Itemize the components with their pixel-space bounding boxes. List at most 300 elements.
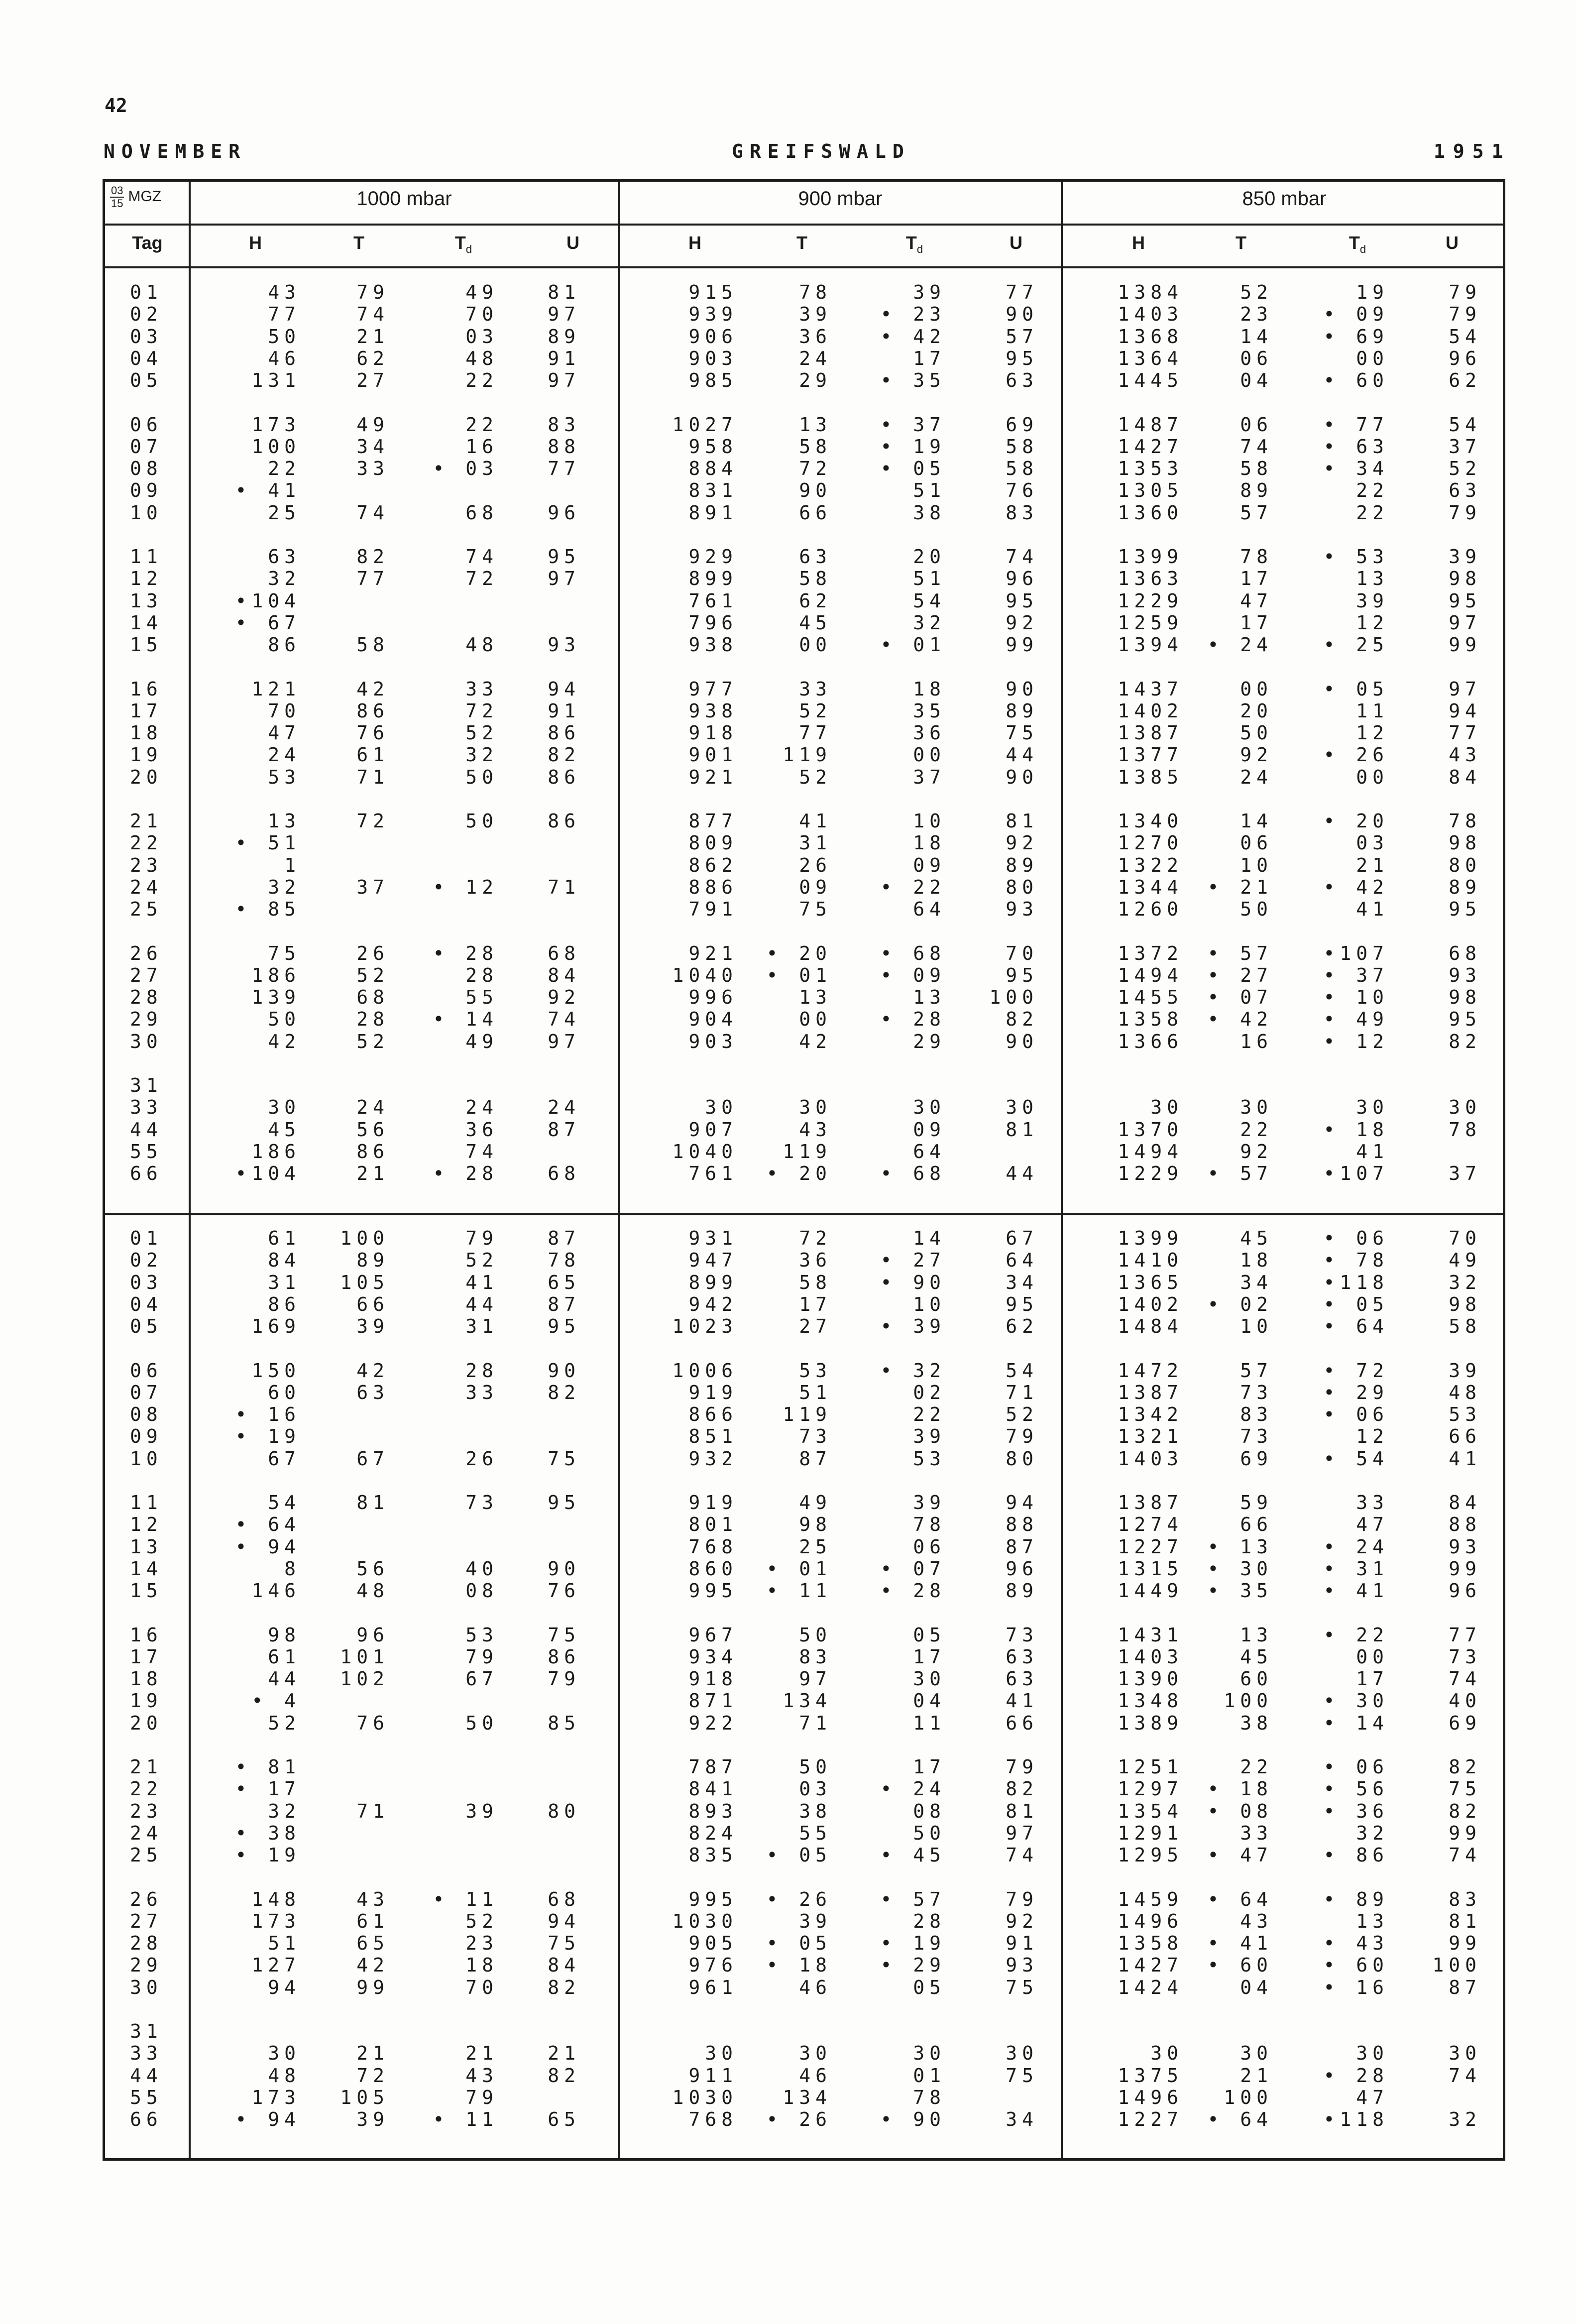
- value-cell: 40: [1449, 1690, 1481, 1712]
- td-column-header: $T_d$: [905, 232, 923, 256]
- value-cell: 82: [1449, 1800, 1481, 1822]
- value-cell: 96: [356, 1624, 389, 1646]
- value-cell: 54: [268, 1492, 301, 1513]
- value-cell: 94: [268, 1976, 301, 1998]
- day-cell: 02: [130, 1249, 163, 1272]
- value-cell: • 24: [1207, 634, 1273, 656]
- value-cell: 1321: [1118, 1425, 1183, 1448]
- value-cell: 78: [1449, 810, 1481, 832]
- value-cell: 66: [356, 1293, 389, 1315]
- value-cell: 77: [268, 303, 301, 326]
- value-cell: 09: [913, 1118, 946, 1141]
- table-row: [105, 1008, 1503, 1030]
- day-cell: 17: [130, 699, 163, 722]
- table-row: [105, 1712, 1503, 1734]
- value-cell: 77: [799, 722, 832, 744]
- value-cell: 56: [356, 1118, 389, 1141]
- table-row: [105, 568, 1503, 589]
- table-row: [105, 369, 1503, 391]
- value-cell: 30: [1356, 2042, 1389, 2065]
- value-cell: 119: [783, 1403, 832, 1426]
- table-row: [105, 1580, 1503, 1602]
- value-cell: • 42: [1207, 1008, 1273, 1031]
- value-cell: 57: [1240, 1359, 1273, 1382]
- day-cell: 05: [130, 1315, 163, 1338]
- value-cell: 81: [1449, 1910, 1481, 1932]
- table-row: [105, 348, 1503, 369]
- value-cell: 98: [1449, 832, 1481, 854]
- value-cell: 86: [548, 766, 580, 788]
- table-row: [105, 942, 1503, 964]
- value-cell: • 37: [880, 413, 946, 436]
- value-cell: 64: [913, 898, 946, 921]
- value-cell: 95: [1006, 964, 1038, 986]
- value-cell: 00: [1356, 347, 1389, 369]
- value-cell: 59: [1240, 1492, 1273, 1513]
- mgz-label: $\frac{03}{15}$ MGZ: [111, 184, 162, 210]
- value-cell: 148: [251, 1888, 301, 1910]
- value-cell: 73: [799, 1425, 832, 1448]
- value-cell: 70: [1449, 1227, 1481, 1249]
- day-cell: 16: [130, 1624, 163, 1646]
- value-cell: 24: [465, 1096, 498, 1119]
- table-row: [105, 832, 1503, 854]
- value-cell: 98: [1449, 568, 1481, 590]
- day-cell: 11: [130, 1492, 163, 1513]
- value-cell: • 81: [235, 1756, 301, 1778]
- value-cell: • 11: [433, 2108, 498, 2131]
- value-cell: 95: [1449, 898, 1481, 921]
- value-cell: 72: [799, 1227, 832, 1249]
- value-cell: 938: [688, 699, 738, 722]
- value-cell: 34: [1006, 1271, 1038, 1293]
- value-cell: • 02: [1207, 1293, 1273, 1315]
- value-cell: 1251: [1118, 1756, 1183, 1778]
- day-cell: 01: [130, 1227, 163, 1249]
- value-cell: 31: [799, 832, 832, 854]
- value-cell: 87: [1006, 1535, 1038, 1558]
- value-cell: 105: [340, 2086, 389, 2108]
- value-cell: 33: [465, 1381, 498, 1403]
- value-cell: • 43: [1323, 1932, 1389, 1955]
- value-cell: 1364: [1118, 347, 1183, 369]
- value-cell: 22: [1356, 501, 1389, 524]
- value-cell: 65: [548, 1271, 580, 1293]
- value-cell: 90: [548, 1557, 580, 1580]
- value-cell: 74: [356, 501, 389, 524]
- value-cell: 58: [1006, 435, 1038, 458]
- value-cell: • 35: [1207, 1580, 1273, 1602]
- value-cell: 891: [688, 501, 738, 524]
- value-cell: 915: [688, 281, 738, 303]
- value-cell: 39: [913, 1425, 946, 1448]
- value-cell: 66: [1449, 1425, 1481, 1448]
- value-cell: • 85: [235, 898, 301, 921]
- value-cell: 47: [1356, 2086, 1389, 2108]
- value-cell: 52: [465, 1910, 498, 1932]
- value-cell: 50: [1240, 722, 1273, 744]
- value-cell: 83: [1449, 1888, 1481, 1910]
- value-cell: 1305: [1118, 479, 1183, 502]
- u-column-header: U: [1010, 232, 1022, 253]
- value-cell: 1340: [1118, 810, 1183, 832]
- value-cell: 04: [1240, 369, 1273, 392]
- day-cell: 20: [130, 766, 163, 788]
- value-cell: 67: [465, 1668, 498, 1690]
- group-1000-mbar: 1000 mbar: [356, 188, 452, 210]
- value-cell: 929: [688, 546, 738, 568]
- value-cell: 1496: [1118, 2086, 1183, 2108]
- value-cell: 1274: [1118, 1513, 1183, 1536]
- value-cell: 39: [913, 281, 946, 303]
- value-cell: • 34: [1323, 458, 1389, 480]
- value-cell: 78: [913, 2086, 946, 2108]
- table-row: [105, 898, 1503, 920]
- value-cell: 05: [913, 1976, 946, 1998]
- value-cell: 44: [268, 1668, 301, 1690]
- value-cell: 37: [1449, 1162, 1481, 1185]
- value-cell: • 14: [1323, 1712, 1389, 1734]
- value-cell: 82: [548, 744, 580, 766]
- value-cell: 01: [913, 2064, 946, 2087]
- value-cell: 995: [688, 1888, 738, 1910]
- value-cell: 1455: [1118, 986, 1183, 1009]
- value-cell: • 14: [433, 1008, 498, 1031]
- day-cell: 02: [130, 303, 163, 326]
- value-cell: 81: [1006, 1118, 1038, 1141]
- value-cell: 1494: [1118, 964, 1183, 986]
- value-cell: 74: [1449, 1844, 1481, 1866]
- value-cell: • 09: [880, 964, 946, 986]
- value-cell: 127: [251, 1954, 301, 1976]
- day-cell: 08: [130, 458, 163, 480]
- value-cell: 886: [688, 876, 738, 898]
- value-cell: 88: [1006, 1513, 1038, 1536]
- value-cell: 1375: [1118, 2064, 1183, 2087]
- value-cell: 13: [1356, 1910, 1389, 1932]
- value-cell: 44: [1006, 1162, 1038, 1185]
- value-cell: 11: [1356, 699, 1389, 722]
- value-cell: • 19: [880, 435, 946, 458]
- table-row: [105, 2087, 1503, 2108]
- value-cell: 92: [1006, 832, 1038, 854]
- value-cell: 1394: [1118, 634, 1183, 656]
- value-cell: 1040: [672, 1140, 738, 1162]
- value-cell: 99: [1449, 1557, 1481, 1580]
- value-cell: 1259: [1118, 611, 1183, 634]
- value-cell: 62: [356, 347, 389, 369]
- value-cell: 00: [913, 744, 946, 766]
- value-cell: • 39: [880, 1315, 946, 1338]
- value-cell: 809: [688, 832, 738, 854]
- value-cell: 1360: [1118, 501, 1183, 524]
- value-cell: 74: [465, 1140, 498, 1162]
- value-cell: 92: [1240, 744, 1273, 766]
- value-cell: 67: [356, 1447, 389, 1470]
- value-cell: 79: [1006, 1425, 1038, 1448]
- value-cell: 93: [1449, 964, 1481, 986]
- value-cell: 24: [268, 744, 301, 766]
- table-row: [105, 2108, 1503, 2130]
- value-cell: 1387: [1118, 1492, 1183, 1513]
- value-cell: 20: [913, 546, 946, 568]
- value-cell: 37: [1449, 435, 1481, 458]
- value-cell: 22: [465, 369, 498, 392]
- value-cell: 64: [913, 1140, 946, 1162]
- value-cell: 995: [688, 1580, 738, 1602]
- value-cell: 17: [799, 1293, 832, 1315]
- value-cell: 36: [799, 325, 832, 348]
- value-cell: • 05: [766, 1932, 832, 1955]
- value-cell: 99: [1449, 1822, 1481, 1844]
- value-cell: 1229: [1118, 589, 1183, 612]
- table-row: [105, 1448, 1503, 1470]
- value-cell: 64: [1006, 1249, 1038, 1272]
- value-cell: • 90: [880, 1271, 946, 1293]
- value-cell: 94: [1449, 699, 1481, 722]
- value-cell: 30: [913, 1668, 946, 1690]
- value-cell: 41: [1356, 1140, 1389, 1162]
- value-cell: 92: [1006, 1910, 1038, 1932]
- table-row: [105, 612, 1503, 634]
- value-cell: 30: [1150, 2042, 1183, 2065]
- value-cell: 835: [688, 1844, 738, 1866]
- value-cell: • 56: [1323, 1778, 1389, 1800]
- day-cell: 31: [130, 1074, 163, 1096]
- value-cell: 761: [688, 589, 738, 612]
- value-cell: •104: [235, 589, 301, 612]
- value-cell: 934: [688, 1645, 738, 1668]
- value-cell: 84: [1449, 766, 1481, 788]
- value-cell: • 51: [235, 832, 301, 854]
- value-cell: 19: [1356, 281, 1389, 303]
- value-cell: 801: [688, 1513, 738, 1536]
- value-cell: 73: [1006, 1624, 1038, 1646]
- mgz-fraction: $\frac{03}{15}$: [111, 184, 123, 210]
- value-cell: 05: [913, 1624, 946, 1646]
- value-cell: 86: [268, 634, 301, 656]
- value-cell: 32: [268, 1800, 301, 1822]
- value-cell: 21: [356, 1162, 389, 1185]
- value-cell: 62: [799, 589, 832, 612]
- value-cell: 33: [465, 678, 498, 700]
- value-cell: 22: [1356, 479, 1389, 502]
- value-cell: 101: [340, 1645, 389, 1668]
- value-cell: 1315: [1118, 1557, 1183, 1580]
- value-cell: • 30: [1323, 1690, 1389, 1712]
- value-cell: 32: [268, 876, 301, 898]
- value-cell: • 20: [766, 1162, 832, 1185]
- value-cell: 14: [1240, 325, 1273, 348]
- value-cell: 73: [1240, 1381, 1273, 1403]
- value-cell: 68: [356, 986, 389, 1009]
- day-cell: 04: [130, 1293, 163, 1315]
- value-cell: 74: [1006, 546, 1038, 568]
- value-cell: 884: [688, 458, 738, 480]
- value-cell: 42: [356, 1954, 389, 1976]
- value-cell: 95: [1006, 589, 1038, 612]
- value-cell: 43: [1240, 1910, 1273, 1932]
- value-cell: 82: [548, 1976, 580, 1998]
- value-cell: 89: [1449, 876, 1481, 898]
- value-cell: 94: [548, 1910, 580, 1932]
- value-cell: 977: [688, 678, 738, 700]
- value-cell: • 06: [1323, 1403, 1389, 1426]
- value-cell: • 07: [1207, 986, 1273, 1009]
- value-cell: 82: [1006, 1008, 1038, 1031]
- value-cell: 41: [799, 810, 832, 832]
- value-cell: • 11: [433, 1888, 498, 1910]
- value-cell: 83: [1006, 501, 1038, 524]
- value-cell: 68: [548, 1888, 580, 1910]
- value-cell: 1402: [1118, 1293, 1183, 1315]
- value-cell: 49: [799, 1492, 832, 1513]
- value-cell: 71: [1006, 1381, 1038, 1403]
- value-cell: 31: [465, 1315, 498, 1338]
- value-cell: 93: [1006, 1954, 1038, 1976]
- value-cell: 22: [268, 458, 301, 480]
- day-cell: 15: [130, 1580, 163, 1602]
- value-cell: 45: [799, 611, 832, 634]
- table-row: [105, 2042, 1503, 2064]
- value-cell: • 07: [880, 1557, 946, 1580]
- day-cell: 01: [130, 281, 163, 303]
- value-cell: 16: [465, 435, 498, 458]
- day-cell: 06: [130, 413, 163, 436]
- value-cell: • 22: [1323, 1624, 1389, 1646]
- value-cell: 33: [356, 458, 389, 480]
- value-cell: 68: [1449, 942, 1481, 964]
- value-cell: 77: [1006, 281, 1038, 303]
- value-cell: 13: [799, 413, 832, 436]
- value-cell: 43: [356, 1888, 389, 1910]
- value-cell: 62: [1449, 369, 1481, 392]
- day-cell: 17: [130, 1645, 163, 1668]
- value-cell: 24: [799, 347, 832, 369]
- value-cell: 48: [465, 634, 498, 656]
- value-cell: 71: [548, 876, 580, 898]
- value-cell: 49: [1449, 1249, 1481, 1272]
- value-cell: 32: [913, 611, 946, 634]
- value-cell: • 16: [1323, 1976, 1389, 1998]
- value-cell: 169: [251, 1315, 301, 1338]
- value-cell: 63: [1006, 1668, 1038, 1690]
- t-column-header: T: [1236, 232, 1246, 253]
- value-cell: 31: [268, 1271, 301, 1293]
- value-cell: 51: [799, 1381, 832, 1403]
- value-cell: • 23: [880, 303, 946, 326]
- day-cell: 55: [130, 1140, 163, 1162]
- value-cell: 1322: [1118, 854, 1183, 876]
- value-cell: 32: [465, 744, 498, 766]
- value-cell: 77: [548, 458, 580, 480]
- value-cell: 74: [1240, 435, 1273, 458]
- value-cell: 1403: [1118, 303, 1183, 326]
- value-cell: 17: [1240, 568, 1273, 590]
- day-cell: 23: [130, 854, 163, 876]
- table-row: [105, 546, 1503, 568]
- value-cell: 939: [688, 303, 738, 326]
- day-cell: 33: [130, 1096, 163, 1119]
- value-cell: 12: [1356, 722, 1389, 744]
- value-cell: 28: [465, 964, 498, 986]
- value-cell: 49: [356, 413, 389, 436]
- value-cell: • 90: [880, 2108, 946, 2131]
- value-cell: • 17: [235, 1778, 301, 1800]
- value-cell: 16: [1240, 1030, 1273, 1052]
- table-row: [105, 1932, 1503, 1954]
- value-cell: 78: [913, 1513, 946, 1536]
- value-cell: • 05: [766, 1844, 832, 1866]
- value-cell: 28: [356, 1008, 389, 1031]
- value-cell: 62: [1006, 1315, 1038, 1338]
- table-row: [105, 2065, 1503, 2087]
- value-cell: 119: [783, 744, 832, 766]
- value-cell: 34: [1006, 2108, 1038, 2131]
- value-cell: 1229: [1118, 1162, 1183, 1185]
- value-cell: 00: [1356, 1645, 1389, 1668]
- table-row: [105, 876, 1503, 898]
- value-cell: • 64: [1207, 1888, 1273, 1910]
- table-row: [105, 1778, 1503, 1800]
- value-cell: 28: [913, 1910, 946, 1932]
- value-cell: 22: [1240, 1756, 1273, 1778]
- value-cell: 90: [1006, 303, 1038, 326]
- value-cell: 1372: [1118, 942, 1183, 964]
- value-cell: 58: [799, 435, 832, 458]
- value-cell: 95: [1449, 1008, 1481, 1031]
- value-cell: 18: [1240, 1249, 1273, 1272]
- value-cell: 1484: [1118, 1315, 1183, 1338]
- value-cell: 931: [688, 1227, 738, 1249]
- table-row: [105, 2020, 1503, 2042]
- value-cell: • 77: [1323, 413, 1389, 436]
- value-cell: 90: [1006, 678, 1038, 700]
- value-cell: 92: [548, 986, 580, 1009]
- value-cell: 78: [548, 1249, 580, 1272]
- day-cell: 29: [130, 1008, 163, 1031]
- value-cell: 68: [548, 942, 580, 964]
- value-cell: 30: [799, 1096, 832, 1119]
- u-column-header: U: [1446, 232, 1459, 253]
- value-cell: 18: [465, 1954, 498, 1976]
- u-column-header: U: [566, 232, 579, 253]
- value-cell: 1487: [1118, 413, 1183, 436]
- value-cell: 80: [1449, 854, 1481, 876]
- value-cell: 10: [1240, 854, 1273, 876]
- value-cell: 03: [1356, 832, 1389, 854]
- value-cell: 1030: [672, 2086, 738, 2108]
- day-cell: 06: [130, 1359, 163, 1382]
- value-cell: 33: [1356, 1492, 1389, 1513]
- value-cell: 76: [548, 1580, 580, 1602]
- value-cell: 1385: [1118, 766, 1183, 788]
- value-cell: 42: [799, 1030, 832, 1052]
- value-cell: 851: [688, 1425, 738, 1448]
- value-cell: 97: [1449, 611, 1481, 634]
- value-cell: 75: [1006, 2064, 1038, 2087]
- value-cell: 26: [465, 1447, 498, 1470]
- value-cell: 24: [1240, 766, 1273, 788]
- group-850-mbar: 850 mbar: [1242, 188, 1327, 210]
- value-cell: 93: [548, 634, 580, 656]
- value-cell: 88: [548, 435, 580, 458]
- value-cell: 94: [548, 678, 580, 700]
- value-cell: • 25: [1323, 634, 1389, 656]
- value-cell: 54: [1449, 413, 1481, 436]
- value-cell: 00: [799, 634, 832, 656]
- value-cell: 97: [799, 1668, 832, 1690]
